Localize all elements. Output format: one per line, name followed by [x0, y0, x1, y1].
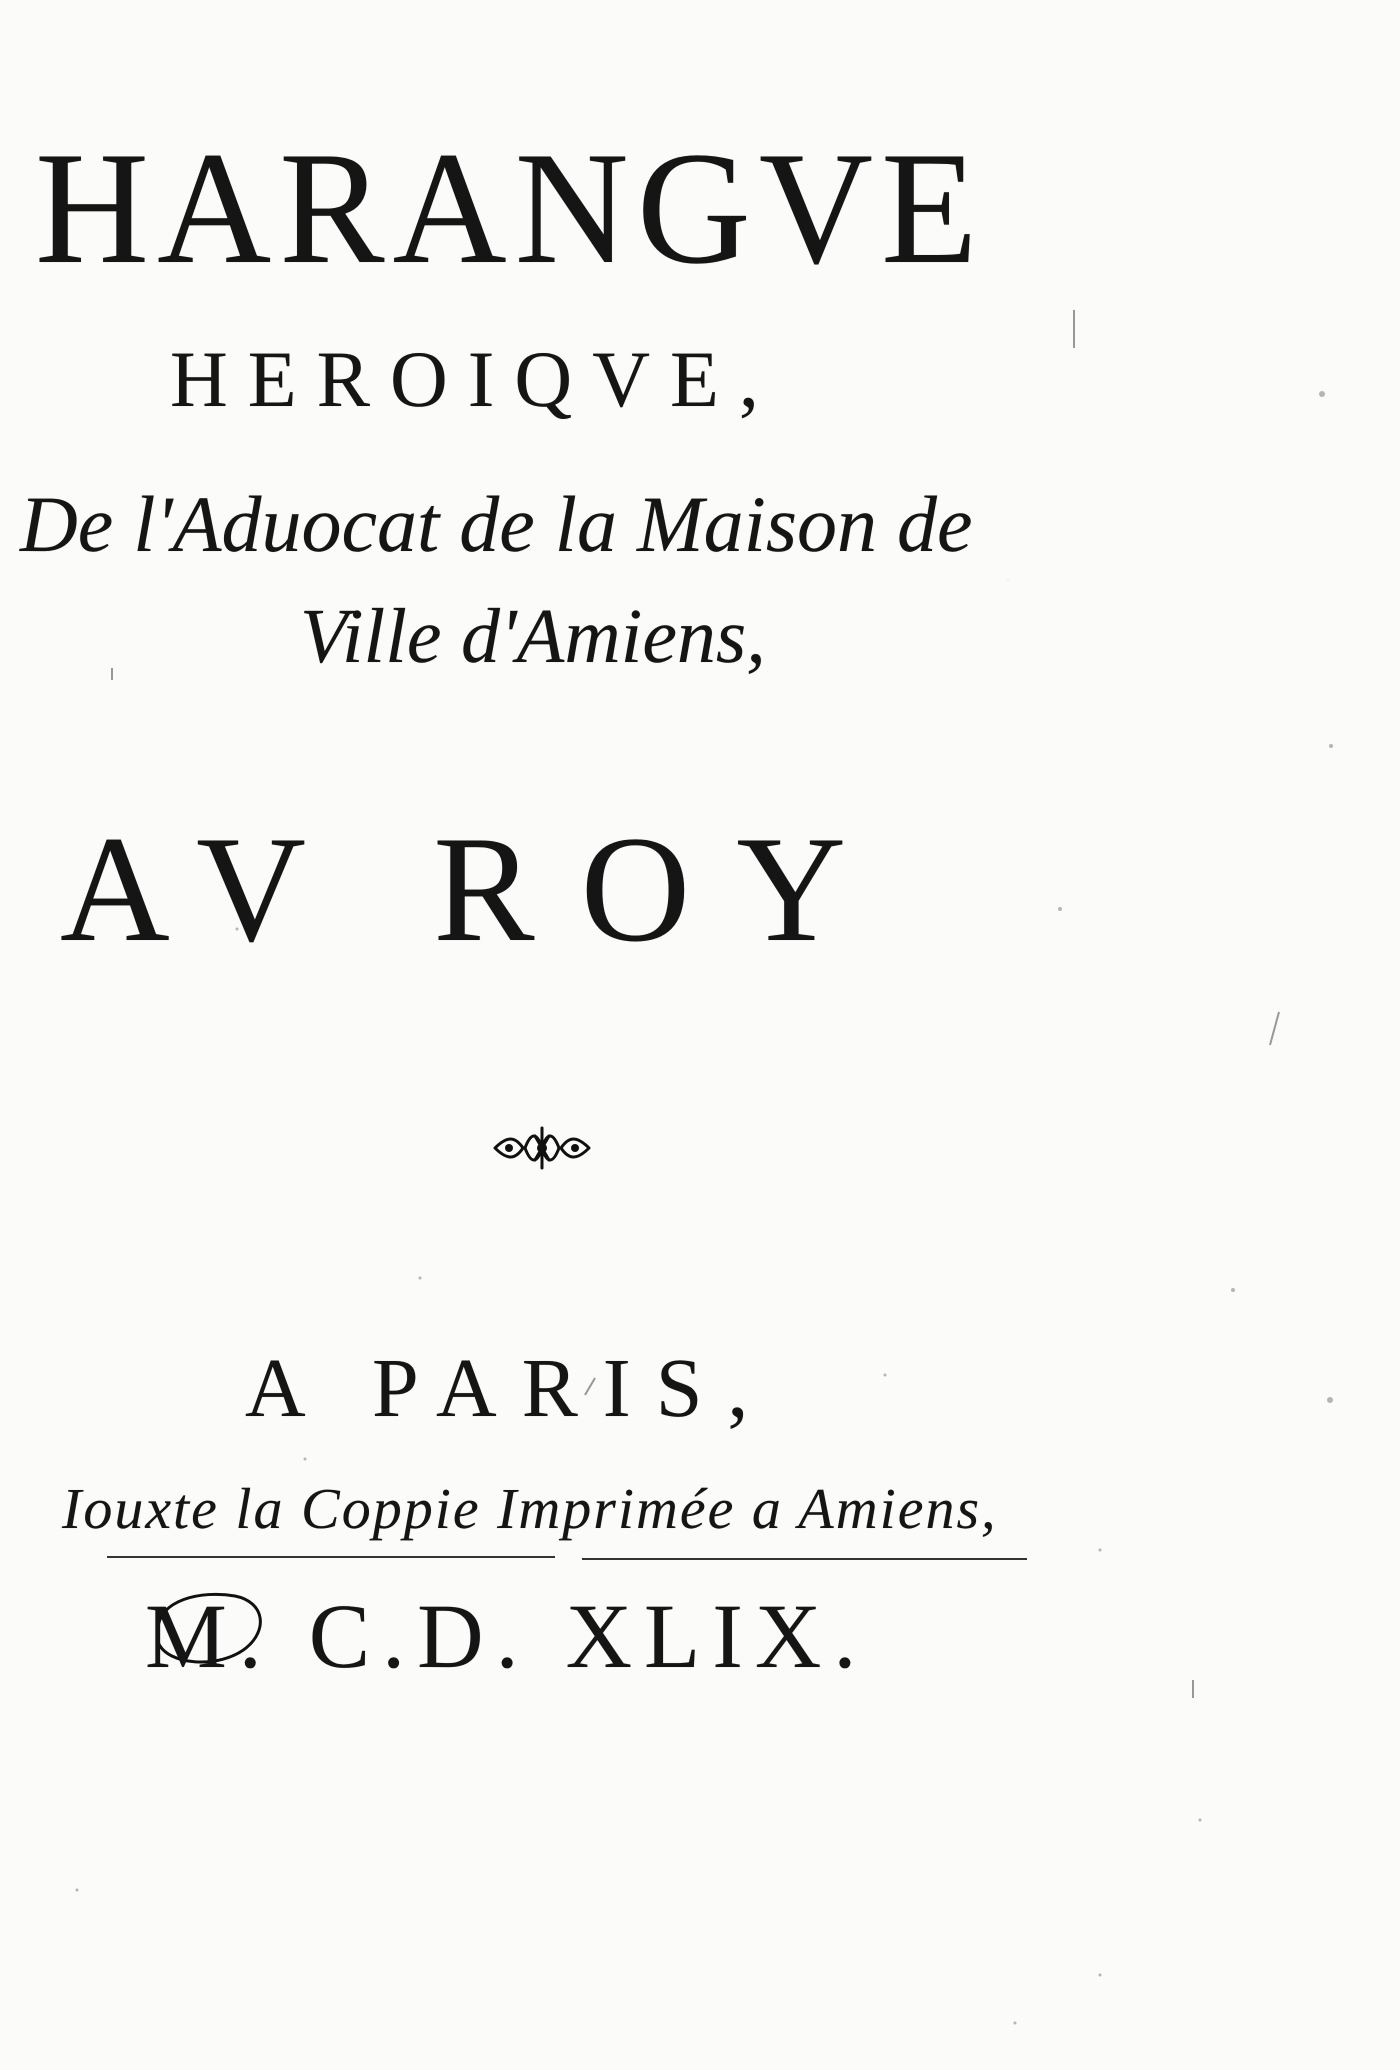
dedication: AV ROY: [60, 805, 893, 973]
printer-ornament-icon: [487, 1118, 597, 1178]
publication-place: A PARIS,: [245, 1342, 774, 1435]
description-line-2: Ville d'Amiens,: [300, 592, 766, 679]
subtitle: HEROIQVE,: [170, 336, 779, 424]
right-rule: [582, 1558, 1027, 1560]
left-rule: [107, 1556, 555, 1558]
printer-line: Iouxte la Coppie Imprimée a Amiens,: [62, 1476, 998, 1541]
publication-date: M. C.D. XLIX.: [145, 1585, 869, 1687]
main-title: HARANGVE: [35, 119, 986, 298]
description-line-1: De l'Aduocat de la Maison de: [20, 481, 973, 569]
